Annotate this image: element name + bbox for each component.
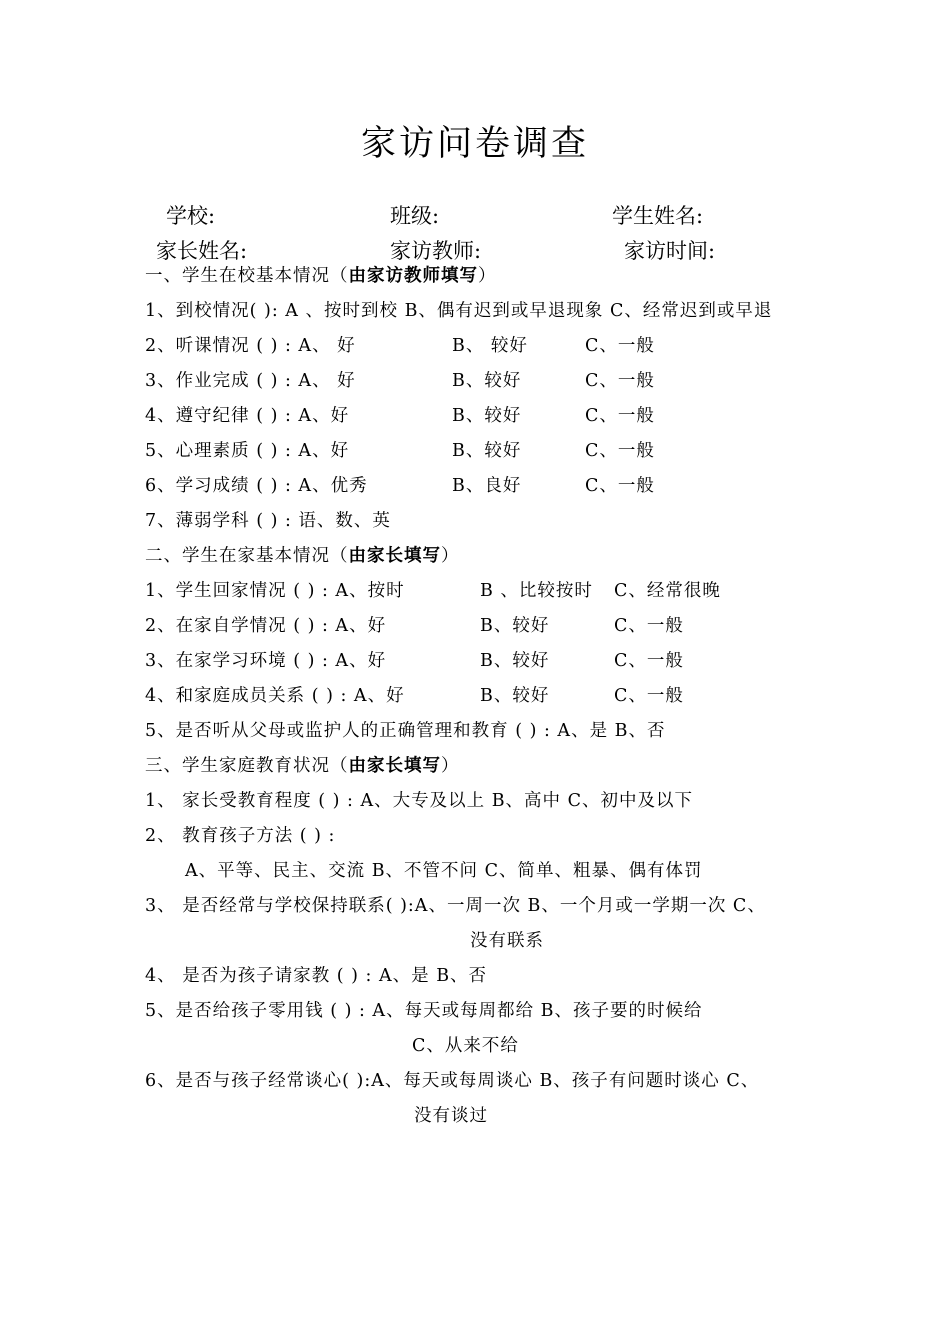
section2-heading-bold: 由家长填写 xyxy=(348,546,441,566)
section3-heading-text: 三、学生家庭教育状况（ xyxy=(145,756,349,776)
s3-question-6: 6、是否与孩子经常谈心( ):A、每天或每周谈心 B、孩子有问题时谈心 C、 xyxy=(145,1071,760,1091)
s1-q4-option-b: B、较好 xyxy=(452,406,522,426)
s1-q6-option-b: B、良好 xyxy=(452,476,522,496)
s2-q3-option-c: C、一般 xyxy=(614,651,684,671)
s1-q2-option-b: B、 较好 xyxy=(452,336,528,356)
s3-question-5: 5、是否给孩子零用钱 ( ) : A、每天或每周都给 B、孩子要的时候给 xyxy=(145,1001,703,1021)
section1-heading-text: 一、学生在校基本情况（ xyxy=(145,266,349,286)
visit-teacher-label: 家访教师: xyxy=(390,239,482,263)
s2-q4-option-b: B、较好 xyxy=(480,686,550,706)
visit-time-label: 家访时间: xyxy=(624,239,716,263)
s2-q1-option-c: C、经常很晚 xyxy=(614,581,721,601)
s2-question-2: 2、在家自学情况 ( ) : A、好 xyxy=(145,616,387,636)
section3-heading-bold: 由家长填写 xyxy=(348,756,441,776)
section2-heading xyxy=(145,544,460,568)
s1-q6-option-c: C、一般 xyxy=(585,476,655,496)
section3-heading-end: ） xyxy=(441,756,460,776)
s1-q4-option-c: C、一般 xyxy=(585,406,655,426)
section1-heading-end: ） xyxy=(478,266,497,286)
s3-question-4: 4、 是否为孩子请家教 ( ) : A、是 B、否 xyxy=(145,966,488,986)
s2-question-4: 4、和家庭成员关系 ( ) : A、好 xyxy=(145,686,405,706)
s3-q5-option-c: C、从来不给 xyxy=(412,1036,519,1056)
section2-heading-text: 二、学生在家基本情况（ xyxy=(145,546,349,566)
s1-question-1: 1、到校情况( ): A 、按时到校 B、偶有迟到或早退现象 C、经常迟到或早退 xyxy=(145,301,773,321)
s1-question-7: 7、薄弱学科 ( ) : 语、数、英 xyxy=(145,511,391,531)
class-label: 班级: xyxy=(390,204,440,228)
s1-question-4: 4、遵守纪律 ( ) : A、好 xyxy=(145,406,350,426)
s3-question-2: 2、 教育孩子方法 ( ) : xyxy=(145,826,336,846)
s3-question-3: 3、 是否经常与学校保持联系( ):A、一周一次 B、一个月或一学期一次 C、 xyxy=(145,896,766,916)
s2-q1-option-b: B 、比较按时 xyxy=(480,581,593,601)
section3-heading xyxy=(145,754,460,778)
section1-heading-bold: 由家访教师填写 xyxy=(348,266,478,286)
s2-q2-option-b: B、较好 xyxy=(480,616,550,636)
s1-question-2: 2、听课情况 ( ) : A、 好 xyxy=(145,336,356,356)
parent-name-label: 家长姓名: xyxy=(156,239,248,263)
school-label: 学校: xyxy=(166,204,216,228)
s1-q2-option-c: C、一般 xyxy=(585,336,655,356)
s1-question-6: 6、学习成绩 ( ) : A、优秀 xyxy=(145,476,368,496)
s2-q2-option-c: C、一般 xyxy=(614,616,684,636)
student-name-label: 学生姓名: xyxy=(612,204,704,228)
s1-q5-option-b: B、较好 xyxy=(452,441,522,461)
s2-q3-option-b: B、较好 xyxy=(480,651,550,671)
s1-q5-option-c: C、一般 xyxy=(585,441,655,461)
s1-question-5: 5、心理素质 ( ) : A、好 xyxy=(145,441,350,461)
s2-q4-option-c: C、一般 xyxy=(614,686,684,706)
section1-heading xyxy=(145,264,497,288)
s2-question-1: 1、学生回家情况 ( ) : A、按时 xyxy=(145,581,405,601)
s2-question-5: 5、是否听从父母或监护人的正确管理和教育 ( ) : A、是 B、否 xyxy=(145,721,666,741)
s3-q6-option-c: 没有谈过 xyxy=(414,1106,488,1126)
s2-question-3: 3、在家学习环境 ( ) : A、好 xyxy=(145,651,387,671)
s1-question-3: 3、作业完成 ( ) : A、 好 xyxy=(145,371,356,391)
s1-q3-option-c: C、一般 xyxy=(585,371,655,391)
page-title: 家访问卷调查 xyxy=(360,124,589,164)
s1-q3-option-b: B、较好 xyxy=(452,371,522,391)
s3-question-1: 1、 家长受教育程度 ( ) : A、大专及以上 B、高中 C、初中及以下 xyxy=(145,791,694,811)
s3-q3-option-c: 没有联系 xyxy=(470,931,544,951)
section2-heading-end: ） xyxy=(441,546,460,566)
s3-q2-options: A、平等、民主、交流 B、不管不问 C、简单、粗暴、偶有体罚 xyxy=(185,861,703,881)
